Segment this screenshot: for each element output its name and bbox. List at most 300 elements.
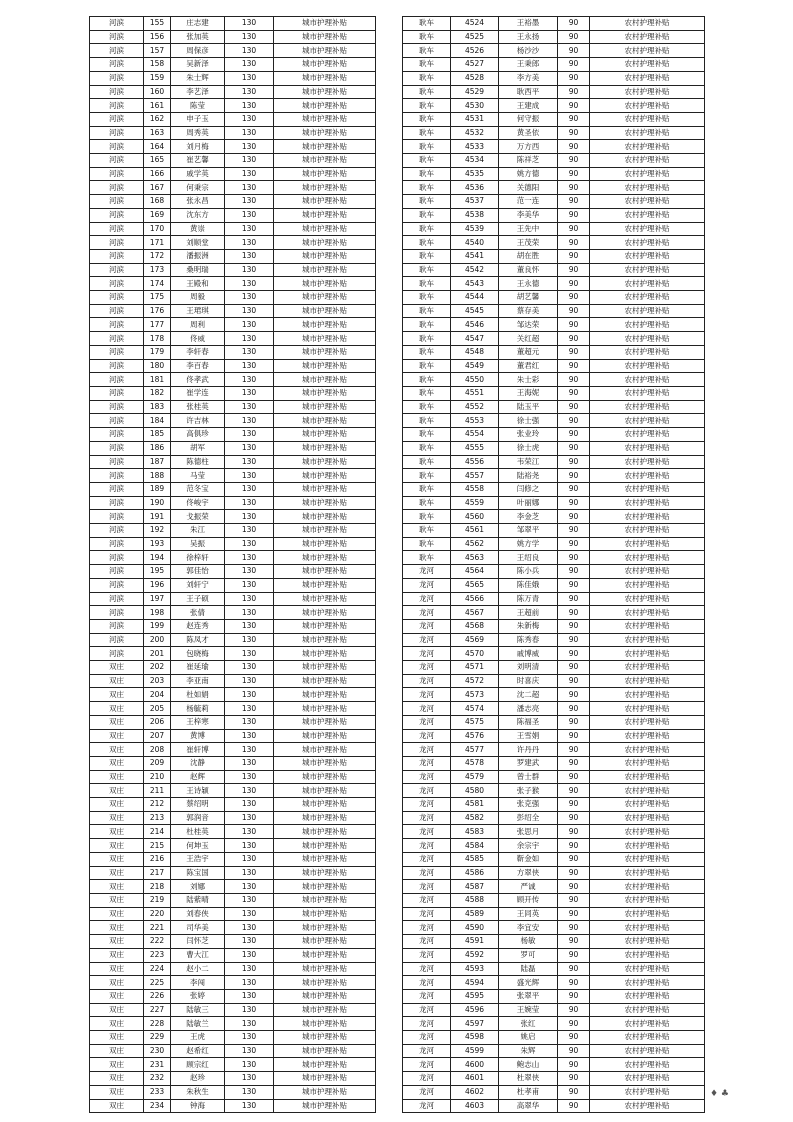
table-row [403,811,705,825]
cell-amount: 130 [225,496,274,510]
cell-town: 双庄 [90,1017,144,1031]
cell-name: 赵希红 [171,1044,225,1058]
cell-town: 耿车 [403,510,451,524]
cell-subsidy-type: 农村护理补贴 [590,592,705,606]
table-row [90,524,376,538]
cell-amount: 130 [225,1099,274,1113]
table-row [403,633,705,647]
cell-name: 王茂荣 [499,236,558,250]
cell-subsidy-type: 城市护理补贴 [274,1031,376,1045]
cell-name: 司华美 [171,921,225,935]
left-roster-body [90,17,376,1113]
cell-name: 韦荣江 [499,455,558,469]
cell-town: 双庄 [90,1031,144,1045]
cell-amount: 130 [225,880,274,894]
cell-name: 郭佳怡 [171,565,225,579]
cell-subsidy-type: 城市护理补贴 [274,17,376,31]
cell-name: 王秉郎 [499,58,558,72]
cell-town: 耿车 [403,222,451,236]
table-row [403,798,705,812]
cell-town: 河滨 [90,99,144,113]
cell-number: 4557 [451,469,499,483]
cell-amount: 130 [225,359,274,373]
table-row [90,359,376,373]
table-row [403,154,705,168]
cell-amount: 130 [225,743,274,757]
cell-amount: 130 [225,702,274,716]
cell-name: 张业玲 [499,428,558,442]
table-row [90,756,376,770]
cell-amount: 90 [558,866,590,880]
cell-town: 耿车 [403,469,451,483]
cell-subsidy-type: 农村护理补贴 [590,332,705,346]
table-row [403,208,705,222]
cell-town: 耿车 [403,373,451,387]
cell-amount: 130 [225,455,274,469]
cell-subsidy-type: 城市护理补贴 [274,715,376,729]
cell-number: 196 [144,578,171,592]
table-row [403,1072,705,1086]
cell-name: 沈东方 [171,208,225,222]
right-roster-table [402,16,705,1113]
table-row [90,1017,376,1031]
cell-number: 4602 [451,1085,499,1099]
table-row [90,236,376,250]
cell-town: 双庄 [90,948,144,962]
cell-amount: 90 [558,167,590,181]
table-row [403,962,705,976]
cell-subsidy-type: 城市护理补贴 [274,249,376,263]
cell-town: 龙河 [403,647,451,661]
cell-name: 王海妮 [499,386,558,400]
cell-name: 董良怀 [499,263,558,277]
cell-number: 4596 [451,1003,499,1017]
cell-amount: 130 [225,674,274,688]
cell-amount: 90 [558,989,590,1003]
cell-town: 河滨 [90,428,144,442]
cell-amount: 90 [558,126,590,140]
cell-subsidy-type: 城市护理补贴 [274,606,376,620]
cell-town: 耿车 [403,496,451,510]
cell-subsidy-type: 城市护理补贴 [274,99,376,113]
cell-amount: 130 [225,770,274,784]
cell-amount: 130 [225,414,274,428]
table-row [90,729,376,743]
cell-number: 4559 [451,496,499,510]
cell-amount: 130 [225,112,274,126]
cell-name: 佟威 [171,332,225,346]
cell-subsidy-type: 城市护理补贴 [274,441,376,455]
cell-name: 董超元 [499,345,558,359]
cell-number: 156 [144,30,171,44]
cell-number: 163 [144,126,171,140]
cell-town: 双庄 [90,743,144,757]
cell-number: 4543 [451,277,499,291]
table-row [90,85,376,99]
cell-number: 4592 [451,948,499,962]
cell-amount: 90 [558,85,590,99]
cell-subsidy-type: 农村护理补贴 [590,140,705,154]
cell-number: 178 [144,332,171,346]
cell-town: 耿车 [403,455,451,469]
cell-name: 高俱珍 [171,428,225,442]
table-row [90,291,376,305]
cell-subsidy-type: 城市护理补贴 [274,332,376,346]
cell-subsidy-type: 城市护理补贴 [274,44,376,58]
table-row [90,866,376,880]
cell-town: 河滨 [90,386,144,400]
cell-town: 耿车 [403,524,451,538]
cell-subsidy-type: 农村护理补贴 [590,839,705,853]
cell-subsidy-type: 农村护理补贴 [590,894,705,908]
cell-number: 4529 [451,85,499,99]
cell-number: 209 [144,756,171,770]
cell-amount: 130 [225,1003,274,1017]
cell-name: 王婉莹 [499,1003,558,1017]
cell-amount: 90 [558,1003,590,1017]
cell-subsidy-type: 农村护理补贴 [590,1058,705,1072]
cell-amount: 90 [558,784,590,798]
cell-town: 河滨 [90,154,144,168]
table-row [90,455,376,469]
table-row [403,277,705,291]
cell-number: 192 [144,524,171,538]
cell-name: 张加英 [171,30,225,44]
cell-name: 庄志建 [171,17,225,31]
cell-subsidy-type: 农村护理补贴 [590,414,705,428]
cell-subsidy-type: 农村护理补贴 [590,154,705,168]
cell-subsidy-type: 城市护理补贴 [274,222,376,236]
cell-number: 182 [144,386,171,400]
cell-name: 王诗颖 [171,784,225,798]
cell-amount: 90 [558,1072,590,1086]
cell-number: 4597 [451,1017,499,1031]
cell-name: 姚方德 [499,167,558,181]
cell-number: 4587 [451,880,499,894]
cell-name: 罗建武 [499,756,558,770]
cell-amount: 90 [558,606,590,620]
cell-subsidy-type: 城市护理补贴 [274,112,376,126]
cell-town: 龙河 [403,578,451,592]
cell-town: 龙河 [403,811,451,825]
table-row [90,962,376,976]
cell-name: 高翠华 [499,1099,558,1113]
cell-amount: 90 [558,208,590,222]
cell-subsidy-type: 城市护理补贴 [274,524,376,538]
cell-amount: 90 [558,510,590,524]
cell-number: 4527 [451,58,499,72]
cell-amount: 130 [225,976,274,990]
cell-amount: 90 [558,428,590,442]
cell-amount: 130 [225,839,274,853]
cell-number: 4526 [451,44,499,58]
cell-town: 龙河 [403,880,451,894]
cell-amount: 130 [225,989,274,1003]
cell-subsidy-type: 城市护理补贴 [274,167,376,181]
cell-town: 河滨 [90,496,144,510]
cell-number: 4540 [451,236,499,250]
cell-town: 河滨 [90,249,144,263]
cell-amount: 90 [558,469,590,483]
cell-town: 耿车 [403,332,451,346]
cell-town: 龙河 [403,1017,451,1031]
cell-name: 佟峻宇 [171,496,225,510]
cell-town: 河滨 [90,112,144,126]
cell-number: 222 [144,935,171,949]
table-row [90,277,376,291]
table-row [403,496,705,510]
cell-number: 4563 [451,551,499,565]
cell-town: 河滨 [90,619,144,633]
cell-amount: 90 [558,140,590,154]
cell-number: 4568 [451,619,499,633]
table-row [403,619,705,633]
table-row [90,154,376,168]
cell-town: 河滨 [90,71,144,85]
table-row [403,428,705,442]
table-row [403,715,705,729]
cell-number: 179 [144,345,171,359]
cell-name: 李百春 [171,359,225,373]
cell-amount: 90 [558,976,590,990]
table-row [403,770,705,784]
cell-number: 4589 [451,907,499,921]
cell-town: 耿车 [403,85,451,99]
table-row [90,839,376,853]
cell-subsidy-type: 城市护理补贴 [274,126,376,140]
cell-name: 陆敏兰 [171,1017,225,1031]
table-row [403,386,705,400]
cell-number: 4600 [451,1058,499,1072]
cell-name: 时喜庆 [499,674,558,688]
cell-name: 何守振 [499,112,558,126]
cell-name: 靳金如 [499,852,558,866]
table-row [90,880,376,894]
cell-name: 邹翠平 [499,524,558,538]
cell-amount: 90 [558,263,590,277]
table-row [403,674,705,688]
cell-amount: 130 [225,30,274,44]
cell-subsidy-type: 城市护理补贴 [274,1003,376,1017]
cell-subsidy-type: 城市护理补贴 [274,894,376,908]
cell-subsidy-type: 农村护理补贴 [590,510,705,524]
cell-town: 河滨 [90,263,144,277]
cell-subsidy-type: 农村护理补贴 [590,455,705,469]
cell-number: 4532 [451,126,499,140]
cell-name: 刘月梅 [171,140,225,154]
cell-name: 戚博威 [499,647,558,661]
cell-subsidy-type: 城市护理补贴 [274,236,376,250]
cell-amount: 130 [225,565,274,579]
cell-name: 张婷 [171,989,225,1003]
cell-number: 225 [144,976,171,990]
cell-amount: 90 [558,825,590,839]
cell-name: 邹达荣 [499,318,558,332]
cell-town: 龙河 [403,784,451,798]
cell-amount: 90 [558,1058,590,1072]
cell-town: 双庄 [90,798,144,812]
table-row [90,1003,376,1017]
cell-amount: 130 [225,510,274,524]
cell-name: 王永德 [499,277,558,291]
table-row [403,195,705,209]
cell-number: 4547 [451,332,499,346]
cell-amount: 130 [225,85,274,99]
cell-number: 155 [144,17,171,31]
cell-number: 4550 [451,373,499,387]
cell-number: 212 [144,798,171,812]
cell-subsidy-type: 农村护理补贴 [590,852,705,866]
cell-number: 4564 [451,565,499,579]
cell-town: 双庄 [90,976,144,990]
cell-amount: 130 [225,154,274,168]
cell-amount: 130 [225,345,274,359]
cell-amount: 130 [225,1031,274,1045]
table-row [90,948,376,962]
cell-name: 陈佳娥 [499,578,558,592]
cell-name: 严诚 [499,880,558,894]
table-row [90,510,376,524]
cell-subsidy-type: 农村护理补贴 [590,1072,705,1086]
cell-number: 193 [144,537,171,551]
cell-number: 158 [144,58,171,72]
cell-subsidy-type: 城市护理补贴 [274,866,376,880]
cell-town: 双庄 [90,729,144,743]
cell-number: 4561 [451,524,499,538]
cell-town: 河滨 [90,318,144,332]
cell-number: 4582 [451,811,499,825]
cell-subsidy-type: 农村护理补贴 [590,441,705,455]
cell-number: 172 [144,249,171,263]
cell-name: 刘明清 [499,661,558,675]
cell-town: 龙河 [403,688,451,702]
cell-town: 双庄 [90,1058,144,1072]
cell-subsidy-type: 城市护理补贴 [274,551,376,565]
cell-town: 耿车 [403,537,451,551]
cell-town: 龙河 [403,894,451,908]
cell-name: 李宜安 [499,921,558,935]
cell-subsidy-type: 城市护理补贴 [274,784,376,798]
cell-subsidy-type: 农村护理补贴 [590,578,705,592]
cell-number: 203 [144,674,171,688]
cell-subsidy-type: 农村护理补贴 [590,249,705,263]
cell-subsidy-type: 城市护理补贴 [274,756,376,770]
cell-amount: 130 [225,291,274,305]
cell-subsidy-type: 农村护理补贴 [590,619,705,633]
cell-subsidy-type: 城市护理补贴 [274,976,376,990]
cell-subsidy-type: 农村护理补贴 [590,208,705,222]
cell-town: 龙河 [403,1058,451,1072]
cell-amount: 90 [558,839,590,853]
cell-amount: 90 [558,17,590,31]
cell-number: 185 [144,428,171,442]
cell-amount: 90 [558,1099,590,1113]
cell-town: 耿车 [403,386,451,400]
cell-town: 龙河 [403,1031,451,1045]
cell-town: 河滨 [90,332,144,346]
cell-amount: 90 [558,551,590,565]
cell-amount: 90 [558,373,590,387]
table-row [403,661,705,675]
table-row [90,565,376,579]
cell-subsidy-type: 城市护理补贴 [274,770,376,784]
cell-number: 4534 [451,154,499,168]
cell-town: 河滨 [90,208,144,222]
cell-amount: 90 [558,661,590,675]
cell-amount: 90 [558,1044,590,1058]
cell-town: 河滨 [90,44,144,58]
cell-name: 胡军 [171,441,225,455]
table-row [90,661,376,675]
cell-subsidy-type: 农村护理补贴 [590,606,705,620]
cell-subsidy-type: 农村护理补贴 [590,1017,705,1031]
cell-name: 周毅 [171,291,225,305]
cell-number: 169 [144,208,171,222]
table-row [90,989,376,1003]
cell-amount: 90 [558,1031,590,1045]
cell-amount: 130 [225,825,274,839]
cell-town: 龙河 [403,852,451,866]
cell-name: 陆磊 [499,962,558,976]
cell-amount: 90 [558,291,590,305]
cell-number: 4530 [451,99,499,113]
table-row [90,44,376,58]
table-row [403,647,705,661]
table-row [90,58,376,72]
cell-number: 166 [144,167,171,181]
cell-subsidy-type: 城市护理补贴 [274,852,376,866]
cell-subsidy-type: 城市护理补贴 [274,30,376,44]
table-row [403,236,705,250]
cell-number: 157 [144,44,171,58]
cell-subsidy-type: 城市护理补贴 [274,1017,376,1031]
table-row [90,633,376,647]
cell-amount: 130 [225,400,274,414]
cell-amount: 130 [225,1044,274,1058]
cell-number: 218 [144,880,171,894]
cell-name: 李金芝 [499,510,558,524]
cell-number: 180 [144,359,171,373]
cell-name: 王子硕 [171,592,225,606]
cell-town: 河滨 [90,606,144,620]
cell-name: 陈秀春 [499,633,558,647]
cell-amount: 90 [558,359,590,373]
cell-subsidy-type: 城市护理补贴 [274,907,376,921]
cell-number: 4554 [451,428,499,442]
cell-number: 4553 [451,414,499,428]
cell-amount: 90 [558,30,590,44]
cell-number: 183 [144,400,171,414]
table-row [90,825,376,839]
cell-amount: 90 [558,414,590,428]
cell-name: 包晓梅 [171,647,225,661]
cell-number: 160 [144,85,171,99]
cell-amount: 130 [225,852,274,866]
cell-name: 陈宝国 [171,866,225,880]
cell-amount: 130 [225,469,274,483]
cell-name: 王永扬 [499,30,558,44]
cell-amount: 90 [558,1085,590,1099]
cell-subsidy-type: 城市护理补贴 [274,400,376,414]
cell-amount: 90 [558,195,590,209]
corner-watermark: ♦ ♣ [710,1089,729,1099]
cell-town: 河滨 [90,414,144,428]
table-row [90,894,376,908]
table-row [403,935,705,949]
cell-town: 龙河 [403,633,451,647]
table-row [90,935,376,949]
cell-subsidy-type: 城市护理补贴 [274,318,376,332]
